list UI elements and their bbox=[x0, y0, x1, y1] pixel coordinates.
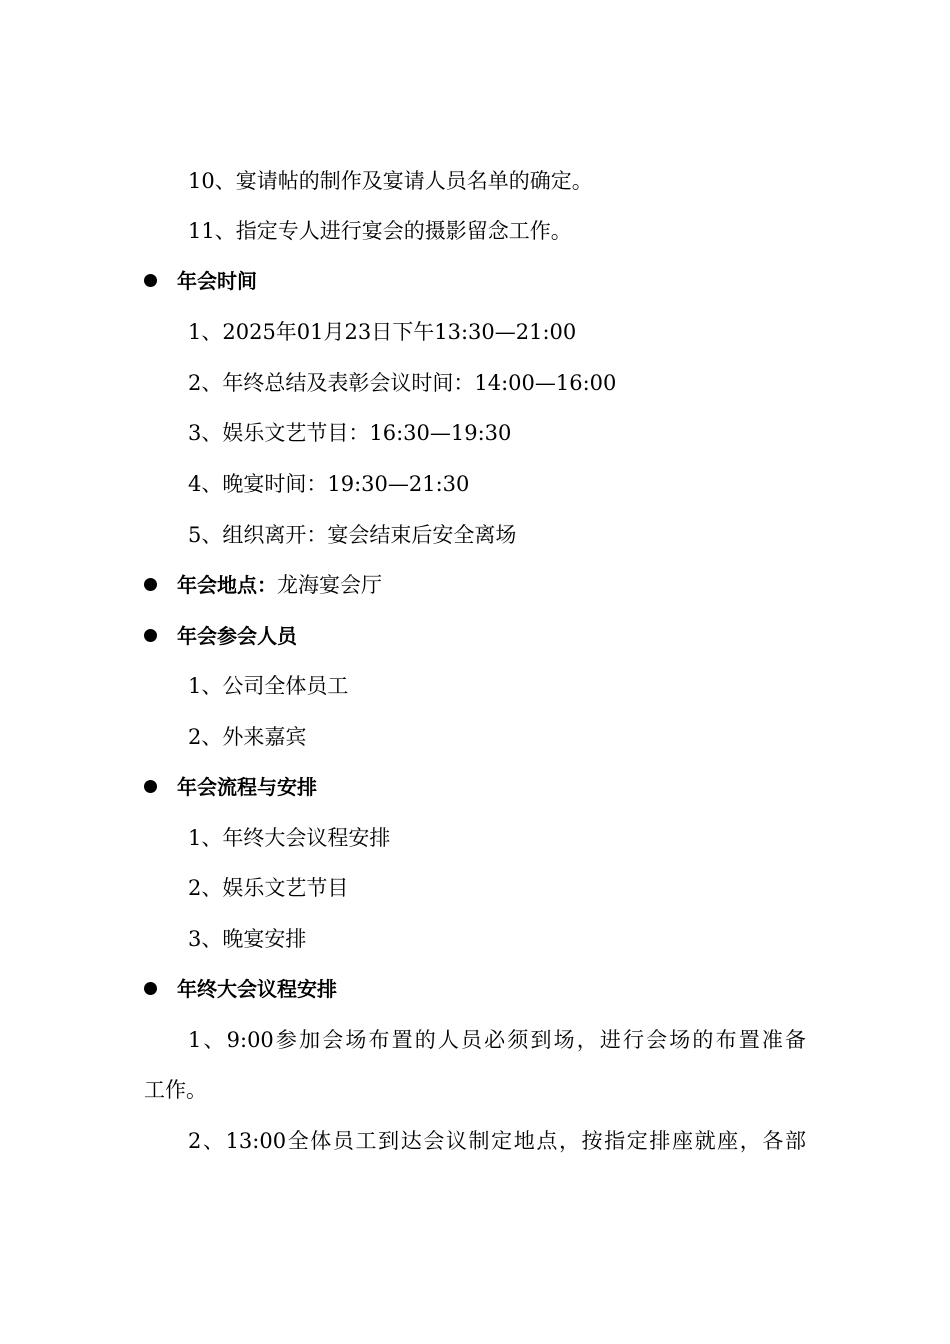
list-item-11: 11、指定专人进行宴会的摄影留念工作。 bbox=[188, 219, 572, 243]
time-item-2: 2、年终总结及表彰会议时间：14:00—16:00 bbox=[188, 371, 617, 395]
flow-item-3: 3、晚宴安排 bbox=[188, 927, 307, 951]
agenda-item-2-line-1: 2、13:00全体员工到达会议制定地点，按指定排座就座，各部 bbox=[188, 1129, 806, 1153]
section-heading-label: 年会时间 bbox=[177, 269, 257, 293]
agenda-item-1-line-1: 1、9:00参加会场布置的人员必须到场，进行会场的布置准备 bbox=[188, 1028, 806, 1052]
time-item-4: 4、晚宴时间：19:30—21:30 bbox=[188, 472, 470, 496]
flow-item-1: 1、年终大会议程安排 bbox=[188, 826, 391, 850]
time-item-5: 5、组织离开：宴会结束后安全离场 bbox=[188, 523, 517, 547]
section-heading-time bbox=[144, 256, 824, 306]
bullet-icon bbox=[144, 274, 157, 287]
bullet-icon bbox=[144, 578, 157, 591]
section-heading-attendees bbox=[144, 611, 824, 661]
section-heading-venue bbox=[144, 560, 824, 610]
section-heading-label: 年终大会议程安排 bbox=[177, 977, 337, 1001]
section-heading-flow bbox=[144, 762, 824, 812]
venue-value: 龙海宴会厅 bbox=[277, 573, 382, 597]
section-heading-agenda bbox=[144, 964, 824, 1014]
bullet-icon bbox=[144, 982, 157, 995]
attendee-item-2: 2、外来嘉宾 bbox=[188, 725, 307, 749]
attendee-item-1: 1、公司全体员工 bbox=[188, 674, 349, 698]
bullet-icon bbox=[144, 780, 157, 793]
agenda-item-1-line-2: 工作。 bbox=[144, 1078, 207, 1102]
bullet-icon bbox=[144, 629, 157, 642]
time-item-1: 1、2025年01月23日下午13:30—21:00 bbox=[188, 320, 577, 344]
flow-item-2: 2、娱乐文艺节目 bbox=[188, 876, 349, 900]
section-heading-label: 年会地点： bbox=[177, 573, 277, 597]
time-item-3: 3、娱乐文艺节目：16:30—19:30 bbox=[188, 421, 512, 445]
section-heading-label: 年会流程与安排 bbox=[177, 775, 317, 799]
list-item-10: 10、宴请帖的制作及宴请人员名单的确定。 bbox=[188, 169, 593, 193]
section-heading-label: 年会参会人员 bbox=[177, 624, 297, 648]
